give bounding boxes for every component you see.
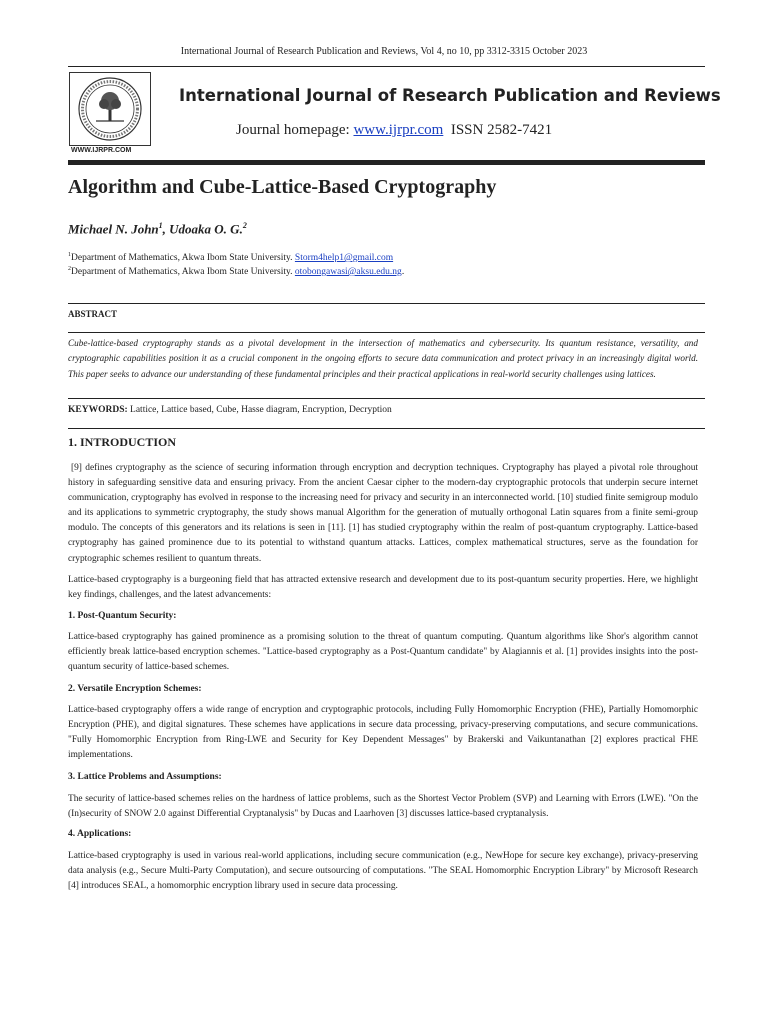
abstract-text: Cube-lattice-based cryptography stands as a pivotal development in the intersection of mathematics and cybersecurity. Its quantum resistance, versatility, and cryptographic capabilities position it as a crucial component in the ongoing efforts to secure data communication and protect privacy in an increasingly digital world. This paper seeks to advance our understanding of these fundamental principles and their practical applications in real-world security challenges using lattices. [68,338,698,379]
abstract-rule-mid [68,332,705,333]
affiliation-1: $^1$Department of Mathematics, Akwa Ibom State University. Storm4help1@gmail.com [68,252,394,264]
journal-name: International Journal of Research Publication and Reviews [179,86,721,105]
logo-url-text: WWW.IJRPR.COM [71,147,132,154]
keywords-rule [68,428,705,429]
abstract-rule-top [68,303,705,304]
author-sup: 2 [242,221,247,230]
post-quantum-text: Lattice-based cryptography has gained prominence as a promising solution to the threat of quantum computing. Quantum algorithms like Shor's algorithm cannot efficiently break lattice-based encryption schemes. "Lattice-based cryptography as a Post-Quantum candidate" by Alagiannis et al. [1] provides insights into the post-quantum security of lattice-based schemes. [68,632,698,673]
homepage-label: Journal homepage: [236,122,354,138]
abstract-heading: ABSTRACT [68,309,118,319]
section-heading-introduction: 1. INTRODUCTION [68,435,177,449]
keywords-label: KEYWORDS: [68,405,128,415]
intro-paragraph-1: [9] defines cryptography as the science of securing information through encryption and decryption techniques. Cryptography has played a pivotal role throughout history in safeguarding sensitive data and ensuring privacy. From the ancient Caesar cipher to the modern-day cryptographic protocols that underpin secure internet communication, cryptography has evolved in response to the increasing need for privacy and security in an interconnected world. [10] studied finite semigroup modulo and its applications to symmetric cryptography, the study shows manual Algorithm for the generation of mutually orthogonal Latin squares from a finite semi-group modulo. The concepts of this generators and its relations is seen in [11]. [1] has studied cryptography within the realm of post-quantum cryptography. Lattice-based cryptography has gained prominence due to its potential to withstand quantum attacks. Lattices, complex mathematical structures, serve as the foundation for cryptographic schemes resilient to quantum threats. [68,463,698,564]
homepage-link[interactable]: www.ijrpr.com [353,122,444,138]
email-link[interactable]: Storm4help1@gmail.com [294,253,394,264]
author-name: Michael N. John [68,221,159,237]
intro-paragraph-2: Lattice-based cryptography is a burgeoning field that has attracted extensive research and development due to its post-quantum security properties. Here, we highlight key findings, challenges, and the latest advancements: [68,575,698,601]
lattice-problems-text: The security of lattice-based schemes relies on the hardness of lattice problems, such as the Shortest Vector Problem (SVP) and Learning with Errors (LWE). "On the (In)security of SNOW 2.0 against Differential Cryptanalysis" by Ducas and Laarhoven [3] discusses lattice-based cryptanalysis. [68,794,698,820]
subheading-versatile-encryption: 2. Versatile Encryption Schemes: [68,684,202,694]
header-rule-top [68,66,705,67]
author-list: Michael N. John$^1$, Udoaka O. G.$^2$ [68,221,247,237]
author-name: Udoaka O. G. [169,221,243,237]
issn-text: ISSN 2582-7421 [450,122,553,138]
keywords-text: Lattice, Lattice based, Cube, Hasse diagram, Encryption, Decryption [127,405,392,415]
paper-title: Algorithm and Cube-Lattice-Based Cryptography [68,176,497,198]
subheading-applications: 4. Applications: [68,829,132,839]
author-sup: 1 [158,221,163,230]
affiliation-2: $^2$Department of Mathematics, Akwa Ibom State University. otobongawasi@aksu.edu.ng. [68,266,405,278]
abstract-rule-bottom [68,398,705,399]
journal-homepage [236,122,552,139]
versatile-encryption-text: Lattice-based cryptography offers a wide range of encryption and cryptographic protocols, including Fully Homomorphic Encryption (FHE), Partially Homomorphic Encryption (PHE), and digital signatures. These schemes have applications in secure data processing, privacy-preserving computations, and secure communications. "Fully Homomorphic Encryption from Ring-LWE and Security for Key Dependent Messages" by Brakerski and Vaikuntanathan [2] explores practical FHE implementations. [68,705,698,761]
subheading-lattice-problems: 3. Lattice Problems and Assumptions: [68,772,222,782]
journal-logo [69,72,151,156]
applications-text: Lattice-based cryptography is used in various real-world applications, including secure communication (e.g., NewHope for secure key exchange), privacy-preserving data analysis (e.g., Secure Multi-Party Computation), and secure outsourcing of computations. "The SEAL Homomorphic Encryption Library" by Microsoft Research [4] introduces SEAL, a homomorphic encryption library used in secure data processing. [68,851,698,892]
subheading-post-quantum: 1. Post-Quantum Security: [68,611,177,621]
email-link[interactable]: otobongawasi@aksu.edu.ng [294,267,402,278]
header-rule-thick [68,160,705,165]
running-header: International Journal of Research Publication and Reviews, Vol 4, no 10, pp 3312-3315 October 2023 [180,46,588,57]
keywords-line [68,405,392,415]
tree-seal-logo-icon [70,73,150,145]
